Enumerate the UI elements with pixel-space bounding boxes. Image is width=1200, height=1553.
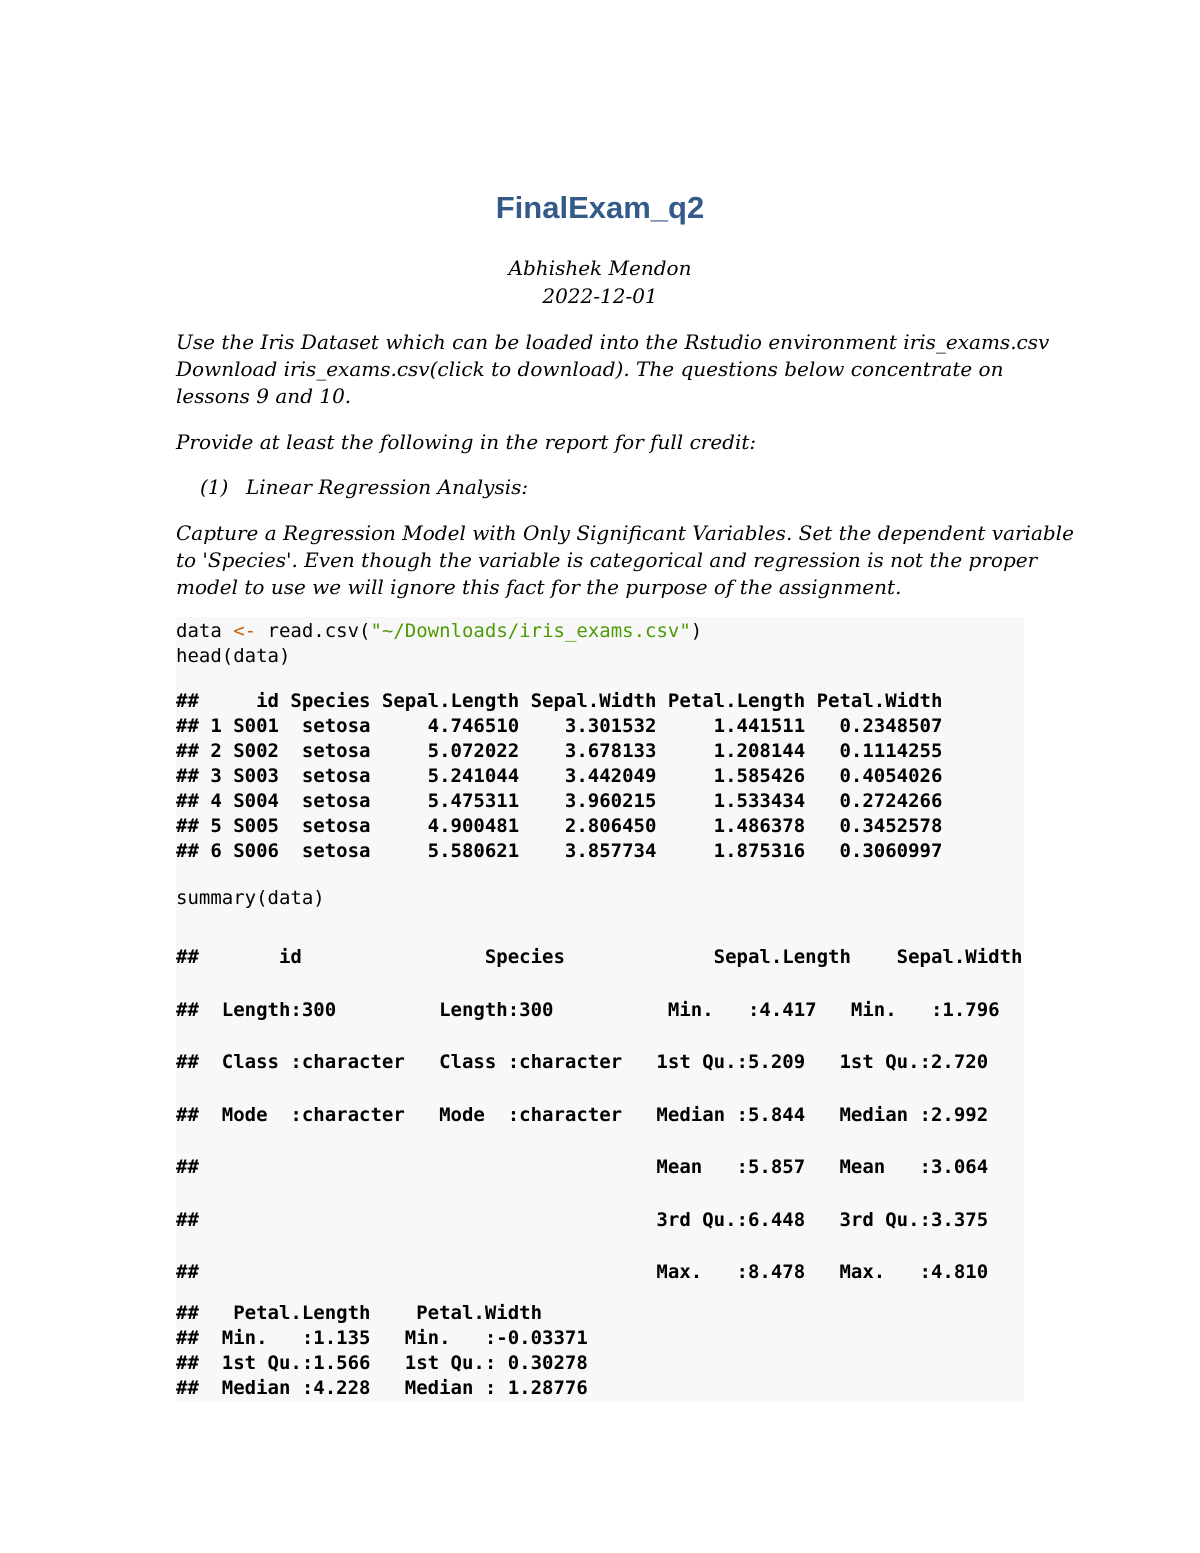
assign-operator: <- — [233, 620, 257, 642]
output-row: ## Length:300 Length:300 Min. :4.417 Min. :1.796 — [176, 998, 1000, 1021]
list-number: (1) — [200, 475, 229, 499]
task-line: to 'Species'. Even though the variable is categorical and regression is not the proper — [176, 548, 1038, 572]
intro-line: lessons 9 and 10. — [176, 384, 352, 408]
task-line: model to use we will ignore this fact for the purpose of the assignment. — [176, 575, 902, 599]
output-row: ## Max. :8.478 Max. :4.810 — [176, 1261, 989, 1283]
summary-output-2 — [176, 1301, 588, 1401]
output-row: ## Mean :5.857 Mean :3.064 — [176, 1156, 989, 1178]
string-literal: "~/Downloads/iris_exams.csv" — [370, 620, 691, 642]
output-row: ## Class :character Class :character 1st Qu.:5.209 1st Qu.:2.720 — [176, 1051, 989, 1073]
code-input-summary: summary(data) — [176, 887, 325, 909]
output-row: ## Min. :1.135 Min. :-0.03371 — [176, 1327, 588, 1349]
date: 2022-12-01 — [542, 284, 658, 308]
task-line: Capture a Regression Model with Only Significant Variables. Set the dependent variable — [176, 521, 1074, 545]
intro-line: Download iris_exams.csv(click to download). The questions below concentrate on — [176, 357, 1004, 381]
summary-output-1 — [176, 931, 1022, 1299]
list-text: Linear Regression Analysis: — [246, 475, 529, 499]
output-row: ## 1st Qu.:1.566 1st Qu.: 0.30278 — [176, 1352, 588, 1374]
code-token: ) — [690, 620, 703, 642]
output-row: ## 4 S004 setosa 5.475311 3.960215 1.533434 0.2724266 — [176, 790, 943, 812]
requirement-paragraph — [176, 429, 1036, 456]
intro-paragraph — [176, 329, 1050, 410]
task-paragraph — [176, 520, 1074, 601]
output-row: ## id Species Sepal.Length Sepal.Width — [176, 946, 1023, 968]
head-output — [176, 689, 942, 864]
intro-line: Use the Iris Dataset which can be loaded into the Rstudio environment iris_exams.csv — [176, 330, 1050, 354]
code-token: read.csv( — [256, 620, 371, 642]
code-input-head — [176, 619, 702, 669]
author: Abhishek Mendon — [508, 256, 692, 280]
output-row: ## 5 S005 setosa 4.900481 2.806450 1.486378 0.3452578 — [176, 815, 943, 837]
document-title: FinalExam_q2 — [495, 190, 705, 225]
output-header: ## id Species Sepal.Length Sepal.Width Petal.Length Petal.Width — [176, 690, 943, 712]
output-row: ## 2 S002 setosa 5.072022 3.678133 1.208144 0.1114255 — [176, 740, 943, 762]
code-token: data — [176, 620, 234, 642]
output-row: ## Mode :character Mode :character Median :5.844 Median :2.992 — [176, 1103, 989, 1126]
code-line: head(data) — [176, 645, 291, 667]
output-row: ## Petal.Length Petal.Width — [176, 1302, 543, 1324]
output-row: ## 3rd Qu.:6.448 3rd Qu.:3.375 — [176, 1208, 989, 1231]
output-row: ## 1 S001 setosa 4.746510 3.301532 1.441511 0.2348507 — [176, 715, 943, 737]
output-row: ## 6 S006 setosa 5.580621 3.857734 1.875316 0.3060997 — [176, 840, 943, 862]
output-row: ## Median :4.228 Median : 1.28776 — [176, 1377, 588, 1399]
requirement-text: Provide at least the following in the report for full credit: — [176, 430, 757, 454]
list-item — [200, 475, 528, 499]
output-row: ## 3 S003 setosa 5.241044 3.442049 1.585426 0.4054026 — [176, 765, 943, 787]
